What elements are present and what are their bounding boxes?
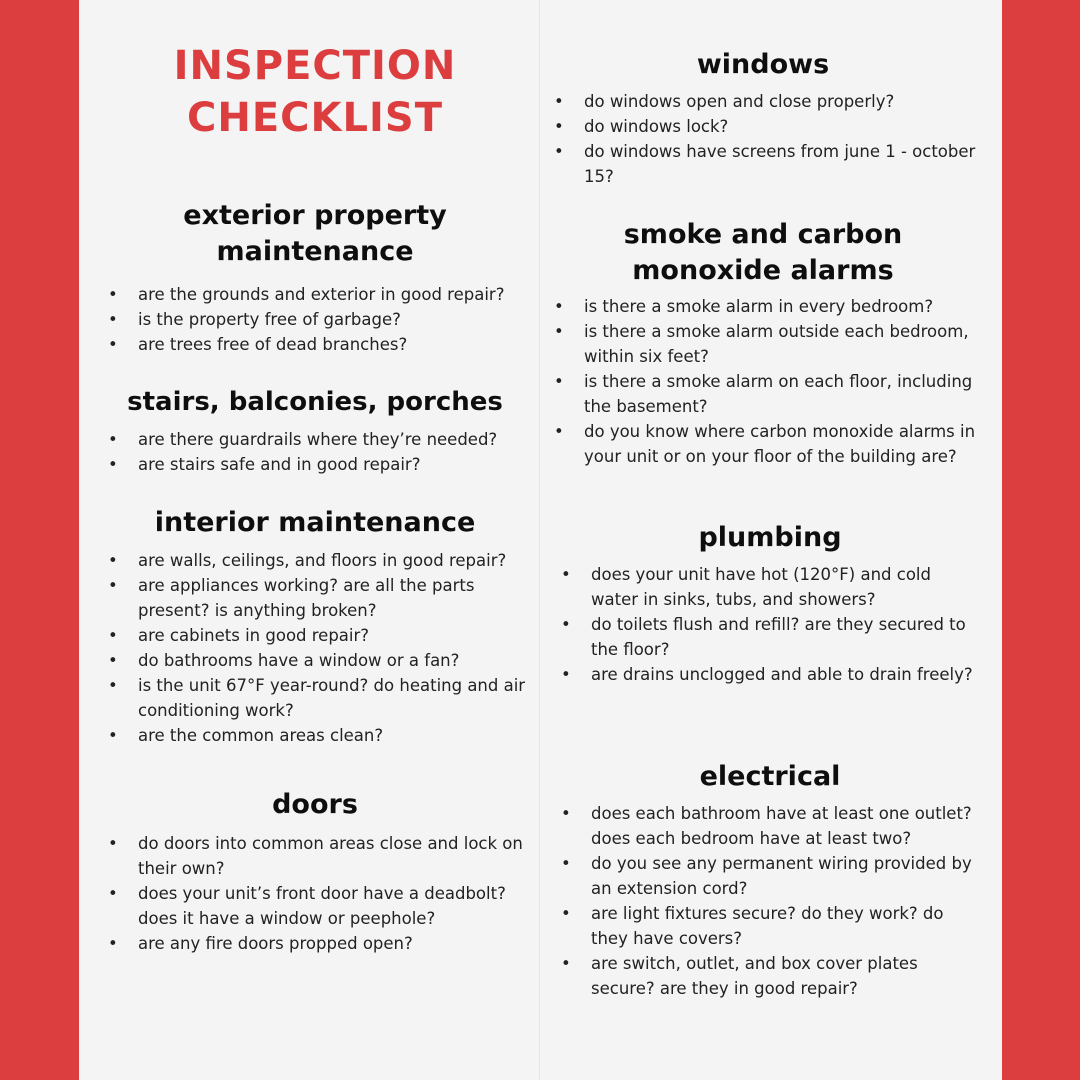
doors-list xyxy=(106,831,536,956)
page-title-line-2: CHECKLIST xyxy=(187,95,443,141)
list-item: • is the property free of garbage? xyxy=(106,307,536,332)
list-item: • do windows open and close properly? xyxy=(552,89,982,114)
list-item: • are appliances working? are all the parts present? is anything broken? xyxy=(106,573,536,623)
exterior-maintenance-heading: exterior property maintenance xyxy=(183,200,447,267)
interior-maintenance-heading: interior maintenance xyxy=(154,507,476,538)
electrical-heading: electrical xyxy=(699,761,841,792)
stairs-list xyxy=(106,427,536,477)
plumbing-heading: plumbing xyxy=(698,522,842,553)
plumbing-list xyxy=(559,562,979,687)
list-item: • are any fire doors propped open? xyxy=(106,931,536,956)
list-item: • do bathrooms have a window or a fan? xyxy=(106,648,536,673)
list-item: • does your unit’s front door have a deadbolt? does it have a window or peephole? xyxy=(106,881,536,931)
list-item: • does your unit have hot (120°F) and cold water in sinks, tubs, and showers? xyxy=(559,562,979,612)
interior-maintenance-list xyxy=(106,548,536,748)
list-item: • are the grounds and exterior in good repair? xyxy=(106,282,536,307)
list-item: • are drains unclogged and able to drain freely? xyxy=(559,662,979,687)
list-item: • are stairs safe and in good repair? xyxy=(106,452,536,477)
list-item: • do windows have screens from june 1 - october 15? xyxy=(552,139,982,189)
list-item: • are there guardrails where they’re needed? xyxy=(106,427,536,452)
page-title-line-1: INSPECTION xyxy=(173,43,457,89)
exterior-maintenance-list xyxy=(106,282,536,357)
list-item: • is there a smoke alarm outside each bedroom, within six feet? xyxy=(552,319,977,369)
list-item: • is there a smoke alarm in every bedroom? xyxy=(552,294,977,319)
list-item: • are light fixtures secure? do they work? do they have covers? xyxy=(559,901,979,951)
list-item: • is there a smoke alarm on each floor, including the basement? xyxy=(552,369,977,419)
list-item: • is the unit 67°F year-round? do heating and air conditioning work? xyxy=(106,673,536,723)
alarms-heading: smoke and carbon monoxide alarms xyxy=(623,219,903,286)
windows-list xyxy=(552,89,982,189)
doors-heading: doors xyxy=(272,789,358,820)
list-item: • are switch, outlet, and box cover plates secure? are they in good repair? xyxy=(559,951,979,1001)
list-item: • are trees free of dead branches? xyxy=(106,332,536,357)
column-divider xyxy=(539,0,540,1080)
alarms-list xyxy=(552,294,977,469)
list-item: • do you know where carbon monoxide alarms in your unit or on your floor of the building are? xyxy=(552,419,977,469)
list-item: • do windows lock? xyxy=(552,114,982,139)
list-item: • do doors into common areas close and lock on their own? xyxy=(106,831,536,881)
list-item: • are cabinets in good repair? xyxy=(106,623,536,648)
windows-heading: windows xyxy=(696,49,830,80)
list-item: • are the common areas clean? xyxy=(106,723,536,748)
list-item: • do you see any permanent wiring provided by an extension cord? xyxy=(559,851,979,901)
list-item: • does each bathroom have at least one outlet? does each bedroom have at least two? xyxy=(559,801,979,851)
page-title xyxy=(100,40,530,144)
electrical-list xyxy=(559,801,979,1001)
stairs-heading: stairs, balconies, porches xyxy=(127,387,503,417)
list-item: • are walls, ceilings, and floors in good repair? xyxy=(106,548,536,573)
list-item: • do toilets flush and refill? are they secured to the floor? xyxy=(559,612,979,662)
